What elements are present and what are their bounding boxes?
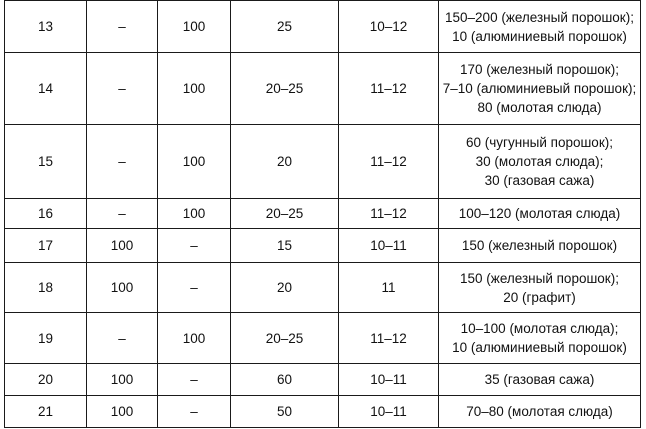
cell-formula-number: 17 bbox=[5, 229, 87, 263]
cell-component-c: 60 bbox=[231, 364, 339, 396]
filler-line: 35 (газовая сажа) bbox=[484, 372, 595, 387]
cell-component-c: 20–25 bbox=[231, 53, 339, 125]
cell-filler bbox=[439, 263, 641, 313]
cell-component-d: 11–12 bbox=[339, 125, 439, 199]
cell-component-a: 100 bbox=[87, 364, 158, 396]
filler-line: 150–200 (железный порошок); bbox=[445, 9, 634, 25]
cell-component-d: 10–12 bbox=[339, 1, 439, 53]
cell-component-b: 100 bbox=[158, 53, 231, 125]
filler-line: 30 (молотая слюда); bbox=[475, 154, 604, 169]
cell-component-b: 100 bbox=[158, 1, 231, 53]
cell-formula-number: 19 bbox=[5, 313, 87, 364]
cell-component-b: – bbox=[158, 229, 231, 263]
cell-component-a: – bbox=[87, 1, 158, 53]
cell-filler bbox=[439, 125, 641, 199]
cell-component-c: 25 bbox=[231, 1, 339, 53]
cell-filler bbox=[439, 364, 641, 396]
cell-component-c: 20 bbox=[231, 263, 339, 313]
filler-line: 60 (чугунный порошок); bbox=[466, 135, 613, 150]
table-row bbox=[5, 313, 641, 364]
cell-component-d: 10–11 bbox=[339, 396, 439, 428]
cell-component-c: 20–25 bbox=[231, 313, 339, 364]
cell-component-d: 11–12 bbox=[339, 313, 439, 364]
table-row bbox=[5, 1, 641, 53]
cell-formula-number: 14 bbox=[5, 53, 87, 125]
cell-component-a: – bbox=[87, 53, 158, 125]
cell-component-d: 10–11 bbox=[339, 364, 439, 396]
cell-component-b: – bbox=[158, 263, 231, 313]
cell-component-b: 100 bbox=[158, 199, 231, 229]
cell-component-b: – bbox=[158, 396, 231, 428]
table-row bbox=[5, 125, 641, 199]
cell-component-a: – bbox=[87, 125, 158, 199]
cell-formula-number: 13 bbox=[5, 1, 87, 53]
cell-component-d: 11–12 bbox=[339, 53, 439, 125]
filler-line: 10–100 (молотая слюда); bbox=[460, 321, 619, 336]
filler-line: 150 (железный порошок) bbox=[461, 238, 618, 253]
filler-line: 30 (газовая сажа) bbox=[484, 173, 595, 188]
filler-line: 7–10 (алюминиевый порошок); bbox=[442, 81, 637, 96]
cell-component-a: 100 bbox=[87, 263, 158, 313]
cell-formula-number: 20 bbox=[5, 364, 87, 396]
cell-component-d: 11 bbox=[339, 263, 439, 313]
filler-line: 70–80 (молотая слюда) bbox=[466, 404, 613, 419]
cell-formula-number: 18 bbox=[5, 263, 87, 313]
filler-line: 20 (графит) bbox=[503, 289, 576, 305]
cell-filler bbox=[439, 396, 641, 428]
filler-line: 10 (алюминиевый порошок) bbox=[452, 340, 627, 355]
table-row bbox=[5, 199, 641, 229]
filler-line: 80 (молотая слюда) bbox=[477, 100, 602, 115]
table-row bbox=[5, 229, 641, 263]
cell-filler bbox=[439, 199, 641, 229]
cell-filler bbox=[439, 229, 641, 263]
cell-component-c: 50 bbox=[231, 396, 339, 428]
cell-component-d: 11–12 bbox=[339, 199, 439, 229]
cell-component-a: – bbox=[87, 199, 158, 229]
table-row bbox=[5, 53, 641, 125]
cell-component-a: 100 bbox=[87, 396, 158, 428]
table-body bbox=[5, 1, 641, 428]
cell-component-a: – bbox=[87, 313, 158, 364]
cell-filler bbox=[439, 313, 641, 364]
cell-component-b: 100 bbox=[158, 125, 231, 199]
filler-line: 150 (железный порошок); bbox=[460, 270, 619, 286]
cell-component-d: 10–11 bbox=[339, 229, 439, 263]
cell-component-c: 15 bbox=[231, 229, 339, 263]
cell-component-a: 100 bbox=[87, 229, 158, 263]
filler-line: 170 (железный порошок); bbox=[460, 62, 619, 77]
table-row bbox=[5, 396, 641, 428]
filler-line: 10 (алюминиевый порошок) bbox=[452, 28, 627, 44]
composition-table bbox=[4, 0, 641, 428]
cell-component-c: 20 bbox=[231, 125, 339, 199]
cell-component-c: 20–25 bbox=[231, 199, 339, 229]
cell-formula-number: 21 bbox=[5, 396, 87, 428]
cell-formula-number: 16 bbox=[5, 199, 87, 229]
cell-component-b: 100 bbox=[158, 313, 231, 364]
table-row bbox=[5, 364, 641, 396]
cell-formula-number: 15 bbox=[5, 125, 87, 199]
table-row bbox=[5, 263, 641, 313]
cell-filler bbox=[439, 53, 641, 125]
cell-component-b: – bbox=[158, 364, 231, 396]
cell-filler bbox=[439, 1, 641, 53]
filler-line: 100–120 (молотая слюда) bbox=[458, 206, 621, 221]
